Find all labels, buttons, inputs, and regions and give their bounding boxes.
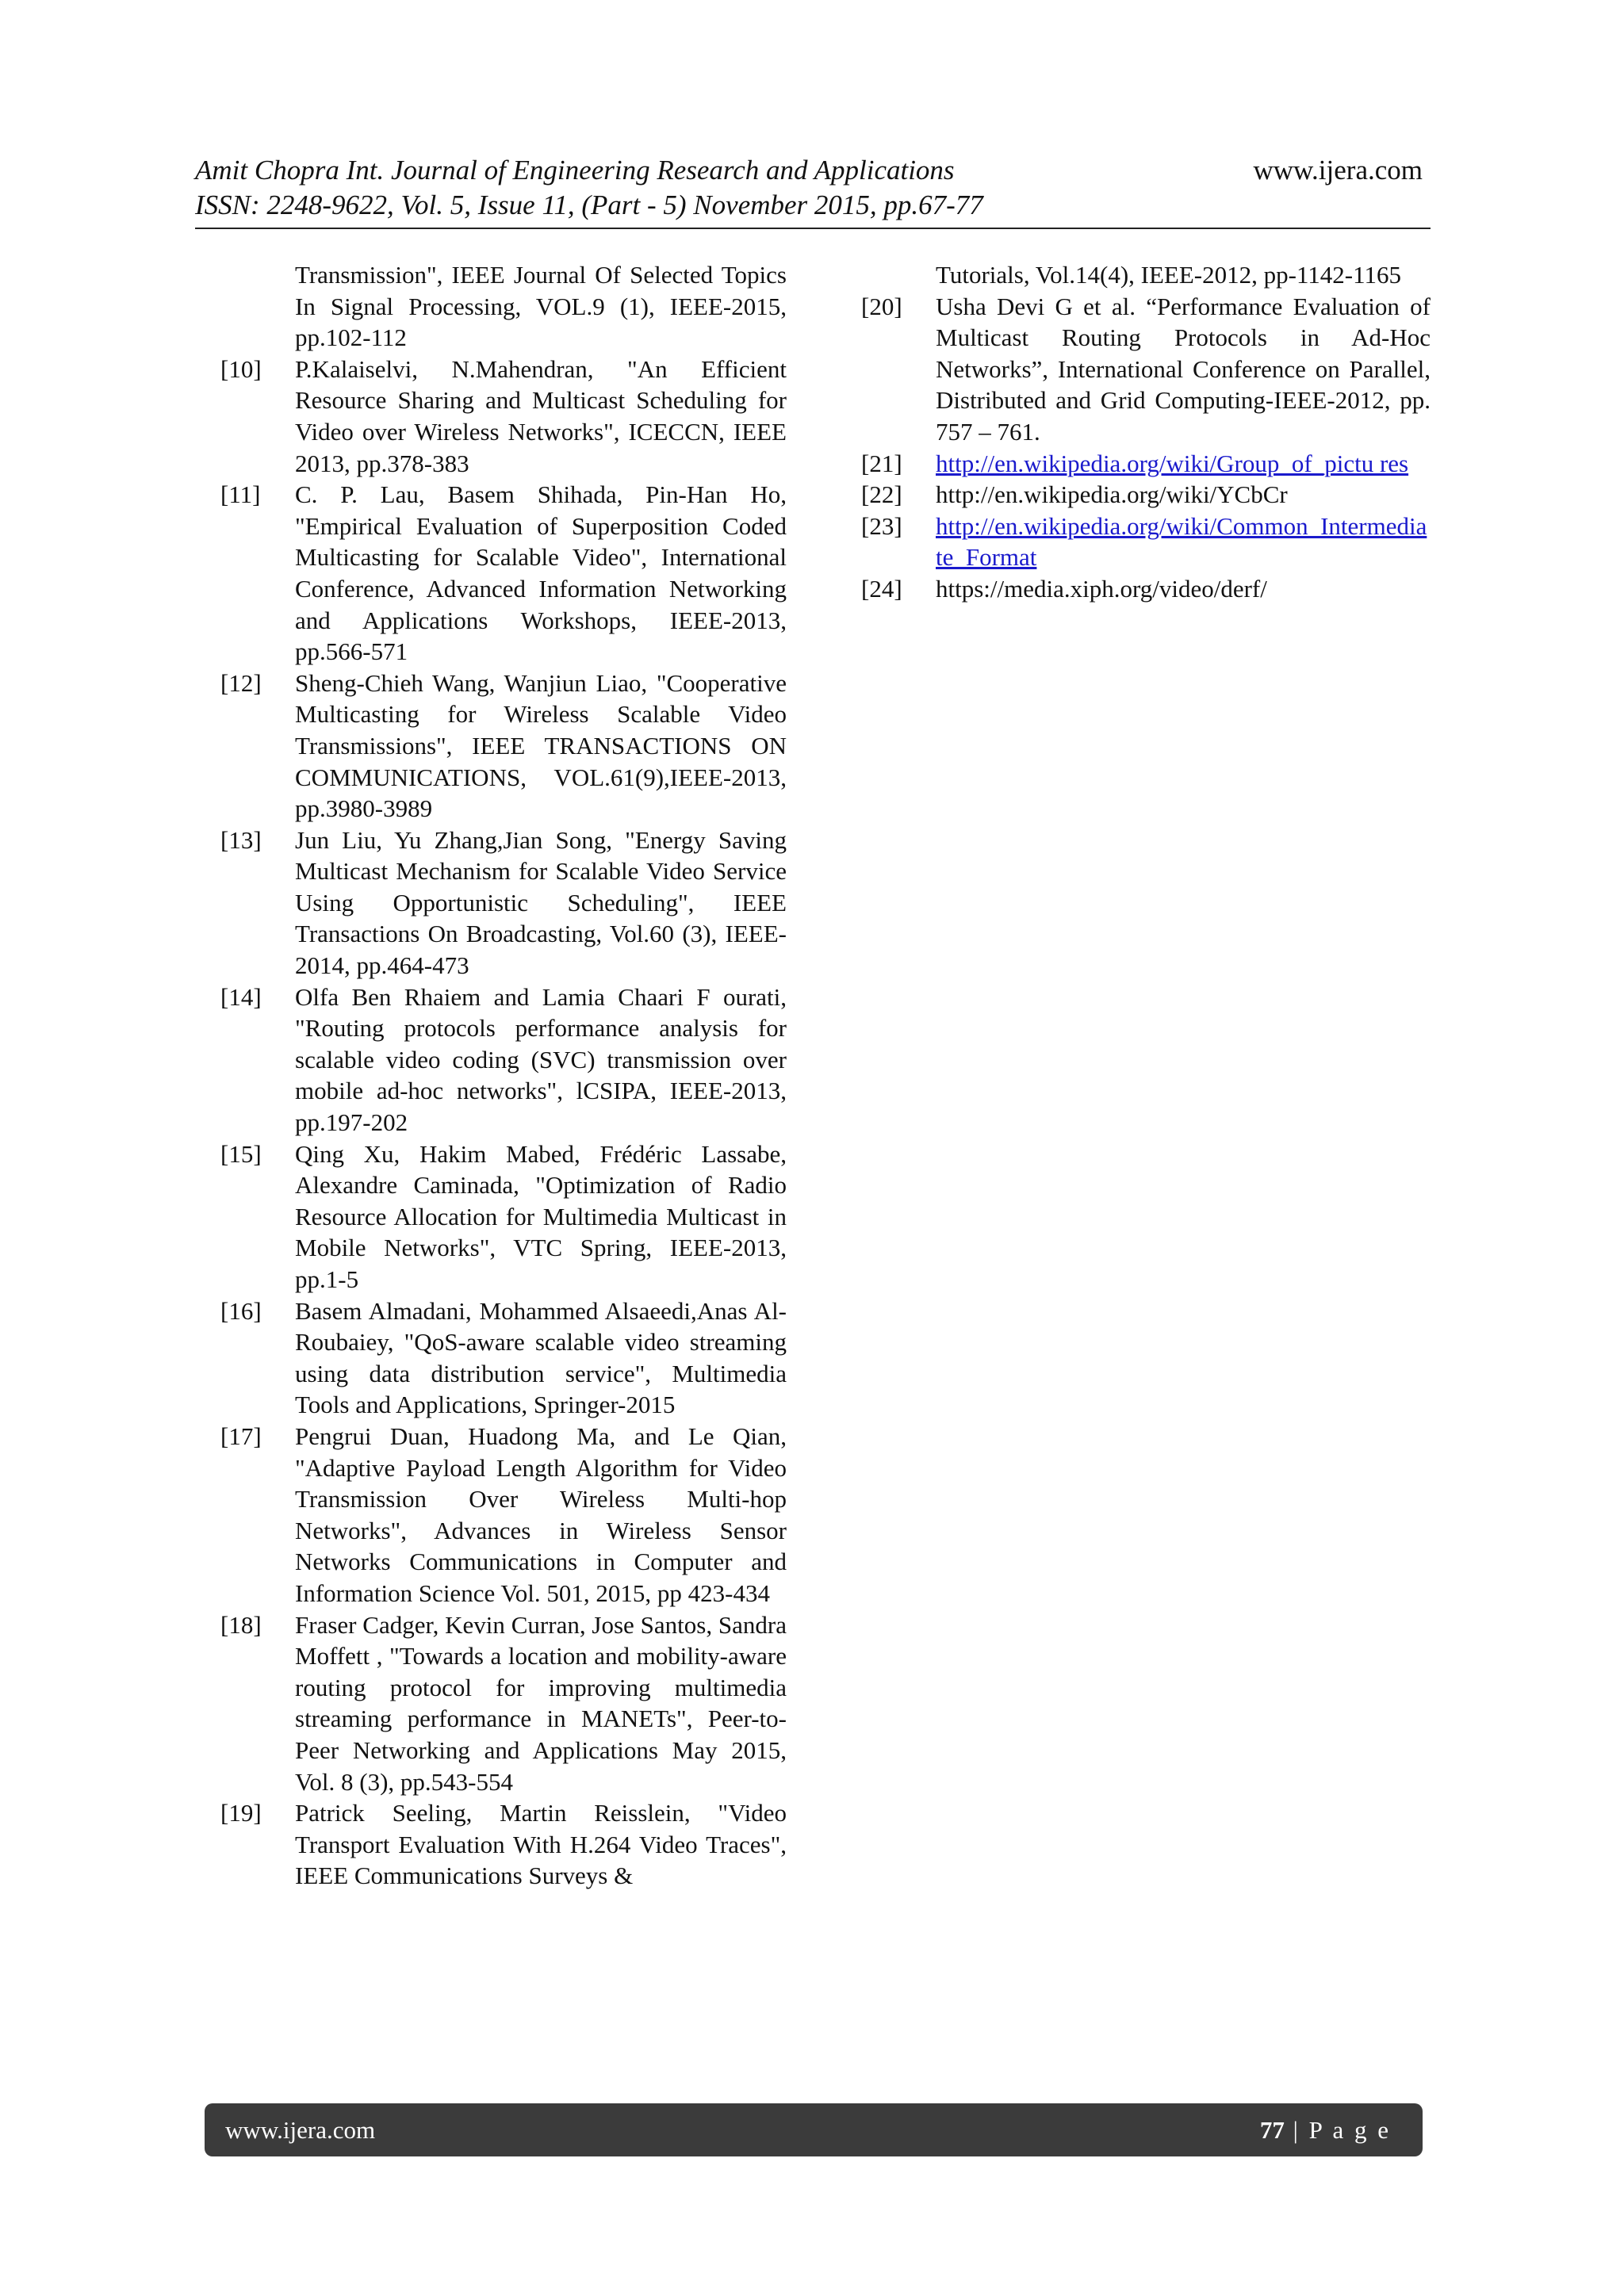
reference-18 — [220, 1609, 787, 1798]
reference-10 — [220, 354, 787, 479]
reference-number: [20] — [861, 292, 902, 320]
references-right-column — [861, 259, 1431, 605]
reference-23 — [861, 511, 1431, 573]
footer-website: www.ijera.com — [225, 2116, 376, 2144]
reference-number: [16] — [220, 1296, 262, 1325]
reference-text — [936, 448, 1431, 480]
reference-number: [10] — [220, 354, 262, 383]
reference-link[interactable]: http://en.wikipedia.org/wiki/Group_of_pictu res — [936, 449, 1409, 477]
reference-number: [22] — [861, 480, 902, 509]
reference-19 — [220, 1797, 787, 1892]
reference-number: [17] — [220, 1422, 262, 1450]
reference-15 — [220, 1138, 787, 1295]
reference-22 — [861, 479, 1431, 511]
reference-14 — [220, 982, 787, 1138]
reference-text: Olfa Ben Rhaiem and Lamia Chaari F ourati, "Routing protocols performance analysis for scalable video coding (SVC) transmission over mobile ad-hoc networks", lCSIPA, IEEE-2013, pp.197-202 — [295, 982, 787, 1137]
reference-17 — [220, 1421, 787, 1609]
reference-number: [19] — [220, 1799, 262, 1827]
reference-number: [12] — [220, 668, 262, 697]
reference-16 — [220, 1295, 787, 1421]
page-label: | P a g e — [1284, 2116, 1391, 2144]
reference-number: [18] — [220, 1610, 262, 1639]
reference-text: Qing Xu, Hakim Mabed, Frédéric Lassabe, Alexandre Caminada, "Optimization of Radio Resource Allocation for Multimedia Multicast in Mobile Networks", VTC Spring, IEEE-2013, pp.1-5 — [295, 1139, 787, 1293]
reference-13 — [220, 825, 787, 982]
header-website: www.ijera.com — [1253, 155, 1423, 186]
reference-11 — [220, 479, 787, 668]
reference-text: Basem Almadani, Mohammed Alsaeedi,Anas Al-Roubaiey, "QoS-aware scalable video streaming using data distribution service", Multimedia Tools and Applications, Springer-2015 — [295, 1296, 787, 1419]
journal-title: Amit Chopra Int. Journal of Engineering Research and Applications — [195, 155, 955, 186]
reference-text — [936, 511, 1431, 573]
reference-21 — [861, 448, 1431, 480]
page-footer — [205, 2103, 1423, 2156]
reference-text: Jun Liu, Yu Zhang,Jian Song, "Energy Saving Multicast Mechanism for Scalable Video Service Using Opportunistic Scheduling", IEEE Transactions On Broadcasting, Vol.60 (3), IEEE-2014, pp.464-473 — [295, 825, 787, 980]
reference-24 — [861, 573, 1431, 605]
reference-text: Usha Devi G et al. “Performance Evaluation of Multicast Routing Protocols in Ad-Hoc Networks”, International Conference on Parallel, Distributed and Grid Computing-IEEE-2012, pp. 757 – 761. — [936, 292, 1431, 446]
reference-text: Fraser Cadger, Kevin Curran, Jose Santos, Sandra Moffett , "Towards a location and mobility-aware routing protocol for improving multimedia streaming performance in MANETs", Peer-to-Peer Networking and Applications May 2015, Vol. 8 (3), pp.543-554 — [295, 1610, 787, 1796]
reference-text: Pengrui Duan, Huadong Ma, and Le Qian, "Adaptive Payload Length Algorithm for Video Transmission Over Wireless Multi-hop Networks", Advances in Wireless Sensor Networks Communications in Computer and Information Science Vol. 501, 2015, pp 423-434 — [295, 1422, 787, 1607]
references-left-column — [220, 259, 787, 1892]
reference-12 — [220, 668, 787, 825]
reference-continuation: Transmission", IEEE Journal Of Selected Topics In Signal Processing, VOL.9 (1), IEEE-2015, pp.102-112 — [295, 261, 787, 352]
reference-number: [11] — [220, 480, 261, 509]
reference-number: [23] — [861, 511, 902, 540]
reference-text: https://media.xiph.org/video/derf/ — [936, 574, 1267, 603]
reference-text: C. P. Lau, Basem Shihada, Pin-Han Ho, "Empirical Evaluation of Superposition Coded Multicasting for Scalable Video", International Conference, Advanced Information Networking and Applications Workshops, IEEE-2013, pp.566-571 — [295, 480, 787, 666]
page-number — [1260, 2116, 1391, 2145]
reference-20 — [861, 291, 1431, 448]
page-header — [195, 153, 1431, 229]
page-number-value: 77 — [1259, 2116, 1285, 2144]
reference-text: Sheng-Chieh Wang, Wanjiun Liao, "Cooperative Multicasting for Wireless Scalable Video Transmissions", IEEE TRANSACTIONS ON COMMUNICATIONS, VOL.61(9),IEEE-2013, pp.3980-3989 — [295, 668, 787, 823]
issn-line: ISSN: 2248-9622, Vol. 5, Issue 11, (Part - 5) November 2015, pp.67-77 — [195, 189, 983, 220]
reference-number: [21] — [861, 449, 902, 477]
reference-link[interactable]: http://en.wikipedia.org/wiki/Common_Intermediate_Format — [936, 511, 1427, 572]
reference-number: [13] — [220, 825, 262, 854]
reference-number: [24] — [861, 574, 902, 603]
reference-continuation: Tutorials, Vol.14(4), IEEE-2012, pp-1142-1165 — [936, 261, 1401, 289]
reference-text: Patrick Seeling, Martin Reisslein, "Video Transport Evaluation With H.264 Video Traces", IEEE Communications Surveys & — [295, 1799, 787, 1890]
reference-text: P.Kalaiselvi, N.Mahendran, "An Efficient Resource Sharing and Multicast Scheduling for Video over Wireless Networks", ICECCN, IEEE 2013, pp.378-383 — [295, 354, 787, 477]
reference-number: [14] — [220, 982, 262, 1011]
reference-number: [15] — [220, 1139, 262, 1168]
reference-text: http://en.wikipedia.org/wiki/YCbCr — [936, 480, 1288, 509]
